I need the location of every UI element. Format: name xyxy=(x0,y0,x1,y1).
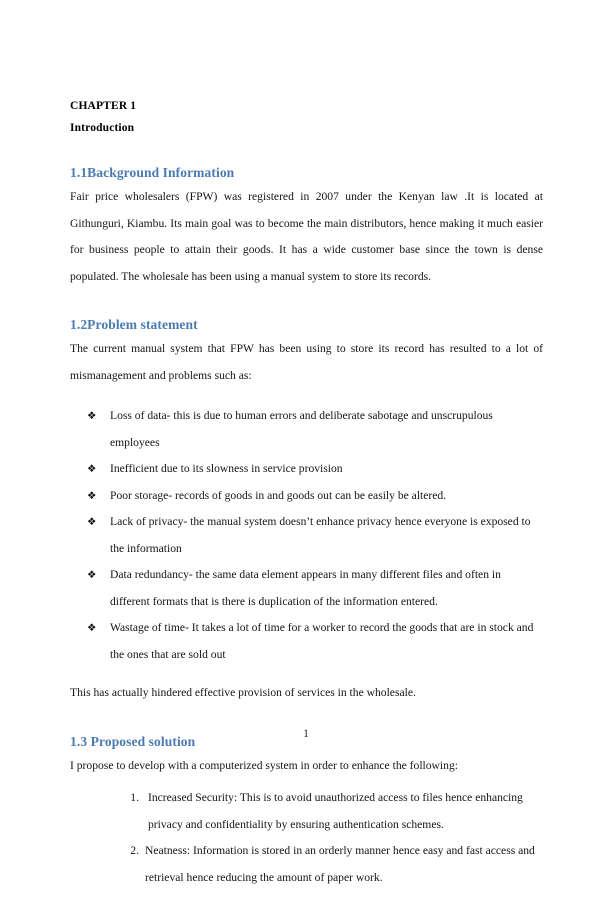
paragraph-solution-intro: I propose to develop with a computerized system in order to enhance the following: xyxy=(70,758,458,772)
list-item xyxy=(70,403,543,456)
list-item-label: Poor storage- records of goods in and goods out can be easily be altered. xyxy=(110,488,447,502)
list-item-label: Inefficient due to its slowness in service provision xyxy=(110,462,343,475)
list-item-label: Neatness: Information is stored in an orderly manner hence easy and fast access and retrieval hence reducing the amount of paper work. xyxy=(145,844,535,884)
page-content xyxy=(70,95,543,905)
solution-numbered-list xyxy=(70,785,543,891)
chapter-subtitle: Introduction xyxy=(70,122,135,134)
paragraph-background: Fair price wholesalers (FPW) was registered in 2007 under the Kenyan law .It is located at Githunguri, Kiambu. Its main goal was to become the main distributors, hence making it much easier for business people to attain their goods. It has a wide customer base since the town is dense populated. The wholesale has been using a manual system to store its records. xyxy=(70,190,543,283)
section-proposed-solution xyxy=(70,733,543,892)
diamond-bullet-icon: ❖ xyxy=(87,489,97,502)
list-item xyxy=(70,456,543,483)
list-item-label: Increased Security: This is to avoid unauthorized access to files hence enhancing privacy and confidentiality by ensuring authentication schemes. xyxy=(148,791,523,831)
list-item xyxy=(70,483,543,510)
paragraph-problem-intro: The current manual system that FPW has been using to store its record has resulted to a lot of mismanagement and problems such as: xyxy=(70,342,543,382)
list-item xyxy=(70,615,543,668)
page-number: 1 xyxy=(303,728,309,740)
diamond-bullet-icon: ❖ xyxy=(87,516,97,528)
section-heading-1-2: 1.2Problem statement xyxy=(70,317,198,332)
section-problem-statement xyxy=(70,316,543,707)
diamond-bullet-icon: ❖ xyxy=(87,569,97,581)
section-spacer xyxy=(70,304,543,316)
problem-bullet-list xyxy=(70,403,543,668)
chapter-title: CHAPTER 1 xyxy=(70,100,137,112)
section-background-information xyxy=(70,164,543,290)
section-heading-1-3: 1.3 Proposed solution xyxy=(70,733,196,749)
section-heading-1-1: 1.1Background Information xyxy=(70,165,235,180)
list-item-label: Lack of privacy- the manual system doesn’t enhance privacy hence everyone is exposed to the information xyxy=(110,515,531,555)
list-item-marker: 2. xyxy=(130,844,139,857)
list-item-marker: 1. xyxy=(130,791,139,804)
list-item xyxy=(70,562,543,615)
paragraph-problem-closing: This has actually hindered effective provision of services in the wholesale. xyxy=(70,686,416,699)
diamond-bullet-icon: ❖ xyxy=(87,622,97,634)
chapter-block xyxy=(70,95,543,139)
list-item xyxy=(70,785,543,838)
list-item-label: Wastage of time- It takes a lot of time for a worker to record the goods that are in stock and the ones that are sold out xyxy=(110,621,534,661)
list-item-label: Data redundancy- the same data element appears in many different files and often in different formats that is there is duplication of the information entered. xyxy=(110,568,501,608)
list-item-label: Loss of data- this is due to human errors and deliberate sabotage and unscrupulous employees xyxy=(110,409,493,449)
list-spacer xyxy=(70,668,543,680)
list-item xyxy=(70,509,543,562)
diamond-bullet-icon: ❖ xyxy=(87,463,97,475)
list-item xyxy=(70,838,543,891)
diamond-bullet-icon: ❖ xyxy=(87,410,97,422)
